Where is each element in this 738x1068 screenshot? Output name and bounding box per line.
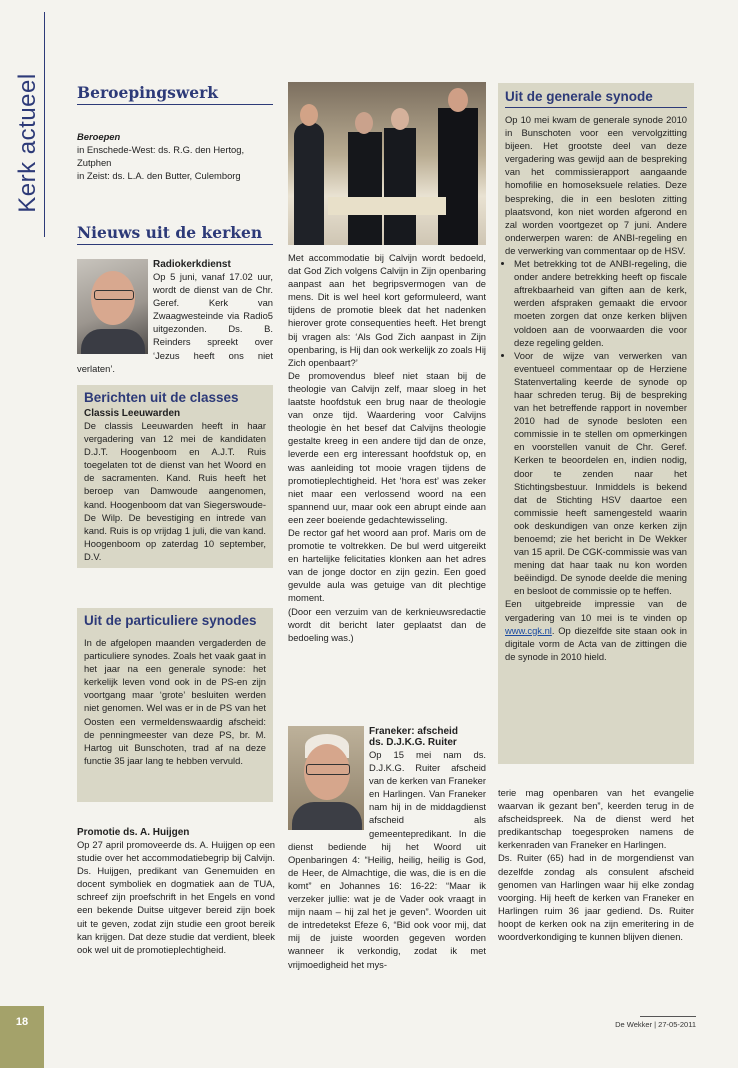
generale-synode-box	[498, 83, 694, 764]
franeker-continued-text: terie mag openbaren van het evangelie waarvan ik gezant ben”, keerden terug in de afscheidspreek. Na de dienst werd het predikantschap toegesproken namens de kerkenraden van Franeker en Harlingen.	[498, 787, 694, 851]
franeker-title: Franeker: afscheid	[369, 726, 458, 737]
promotie-title: Promotie ds. A. Huijgen	[77, 827, 190, 838]
beroep-line: in Enschede-West: ds. R.G. den Hertog, Zutphen	[77, 144, 245, 169]
franeker-title: ds. D.J.K.G. Ruiter	[369, 737, 457, 748]
particuliere-box	[77, 608, 273, 802]
page-number: 18	[15, 1016, 29, 1028]
particuliere-text: In de afgelopen maanden vergaderden de particuliere synodes. Zoals het vaak gaat in het jaar na een generale synode: het kerkelijk leven vond ook in de PS-en zijn voortgang maar ‘grote’ besluiten werden niet genomen. Wel was er in de PS van het Oosten een vermeldenswaardig afscheid: de penningmeester van deze PS, br. M. Hartog uit Bunschoten, trad af na deze functie 35 jaar lang te hebben vervuld.	[84, 637, 266, 766]
promotion-ceremony-photo	[288, 82, 486, 245]
classes-text: De classis Leeuwarden heeft in haar vergadering van 12 mei de kandidaten D.J.T. Hoogenboom en A.J.T. Ruis toegelaten tot de dienst van het Woord en de sacramenten. Kand. Ruis heeft het beroep van Damwoude aangenomen, kand. Hoogenboom dat van Siegerswoude-De Wilp. De bevestiging en intrede van kand. Ruis is op vrijdag 1 juli, die van kand. Hoogenboom op zaterdag 10 september, D.V.	[84, 420, 266, 562]
page-number-block	[0, 1006, 44, 1068]
franeker-continued	[498, 786, 694, 943]
generale-intro: Op 10 mei kwam de generale synode 2010 in Bunschoten voor een vervolgzitting bijeen. Het grootste deel van deze vergadering was gewijd aan de bespreking van het commissierapport aangaande homofilie en homoseksuele relaties. Deze bespreking, die in een besloten zitting plaatsvond, kon niet worden afgerond en zal worden voortgezet op 7 juni. Andere onderwerpen waren: de ANBI-regeling en de verwerking van commentaar op de HSV.	[505, 114, 687, 256]
franeker-section	[288, 726, 486, 971]
classes-subtitle: Classis Leeuwarden	[84, 408, 181, 419]
franeker-continued-text: Ds. Ruiter (65) had in de morgendienst van dezelfde zondag als consulent afscheid genomen van Harlingen waar hij elke zondag voorging. Hij heeft de kerken van Franeker en Harlingen ruim 36 jaar gediend. Ds. Ruiter hoopt de kerken ook na zijn emeritering in de woordverkondiging te kunnen blijven dienen.	[498, 852, 694, 943]
footer-rule	[640, 1016, 696, 1017]
classes-box	[77, 385, 273, 568]
title-rule	[77, 244, 273, 245]
beroepingswerk-title: Beroepingswerk	[77, 83, 218, 102]
generale-bullets	[505, 257, 687, 597]
generale-bullet: • Voor de wijze van verwerken van eventueel commentaar op de Herziene Statenvertaling keerde de synode op haar schreden terug. Bij de bespreking van het betreffende rapport in november 2010 had de synode besloten een commissie in te stellen om opmerkingen en voorstellen vanuit de Chr. Geref. Kerken te beoordelen en, indien nodig, door te zenden naar het Stichtingsbestuur. Inmiddels is bekend dat de Stichting HSV daartoe een commissie heeft samengesteld waarin ook deskundigen van onze kerken zijn benoemd; zie het bericht in De Wekker van 15 april. De CGK-commissie was van mening dat haar taak nu kon worden beëindigd. De synode deelde die mening en besloot de commissie op te heffen.	[514, 349, 687, 598]
generale-title: Uit de generale synode	[505, 89, 653, 104]
classes-title: Berichten uit de classes	[84, 390, 239, 405]
middle-paragraph: Met accommodatie bij Calvijn wordt bedoeld, dat God Zich volgens Calvijn in Zijn openbaring aanpast aan het begripsvermogen van de mens. Dit is wel heel kort geformuleerd, want tijdens de promotie bleek dat het nadenken hierover grote consequenties heeft. Het brengt bij vragen als: ‘Als God Zich aanpast in Zijn openbaring, is Hij dan ook werkelijk zo zoals Hij Zich openbaart?’	[288, 252, 486, 368]
cgk-link[interactable]: www.cgk.nl	[505, 624, 552, 636]
middle-paragraph: (Door een verzuim van de kerknieuwsredactie wordt dit bericht later geplaatst dan de bedoeling was.)	[288, 605, 486, 643]
title-rule	[505, 107, 687, 108]
footer-issue: De Wekker | 27-05-2011	[615, 1020, 696, 1029]
particuliere-title: Uit de particuliere synodes	[84, 613, 257, 628]
radio-text: Op 5 juni, vanaf 17.02 uur, wordt de dienst van de Chr. Geref. Kerk van Zwaagwesteinde via Radio5 uitgezonden. Ds. B. Reinders spreekt over ‘Jezus heeft ons niet verlaten’.	[77, 271, 273, 374]
title-rule	[77, 104, 273, 105]
middle-paragraph: De promovendus bleef niet staan bij de theologie van Calvijn zelf, maar sloeg in het laatste hoofdstuk een brug naar de theologie van onze tijd. Waardering voor Calvijns theologie èn het besef dat Calvijns theologie gestalte kreeg in een andere tijd dan de onze, leverde een erg interessant hoofdstuk op, en was aanleiding tot mooie vragen tijdens de promotieplechtigheid. Het ‘hora est’ was zeker niet maar een verlossend woord na een spannend uur, maar ook een abrupt einde aan een zeer boeiende gedachtewisseling.	[288, 369, 486, 525]
side-label-rule	[44, 12, 45, 237]
outro-text: Een uitgebreide impressie van de vergadering van 10 mei is te vinden op	[505, 598, 687, 623]
promotie-section	[77, 827, 275, 956]
generale-outro	[505, 597, 687, 662]
promotie-continued	[288, 251, 486, 644]
outro-text: . Op diezelfde site staan ook in digitale vorm de Acta van de zittingen die de synode in 2010 hield.	[505, 624, 687, 662]
nieuws-title: Nieuws uit de kerken	[77, 223, 263, 242]
middle-paragraph: De rector gaf het woord aan prof. Maris om de promotie te voltrekken. De bul werd uitgereikt en hartelijke felicitaties klonken aan het adres van de jonge doctor en zijn gezin. Een goed gevulde aula was getuige van dit plechtige moment.	[288, 526, 486, 604]
promotie-text: Op 27 april promoveerde ds. A. Huijgen op een studie over het accommodatiebegrip bij Calvijn. Ds. Huijgen, predikant van Genemuiden en docent symboliek en dogmatiek aan de TUA, schreef zijn proefschrift in het Engels en vond een bekende Duitse uitgever bereid zijn boek uit te geven, zodat zijn studie een groot bereik kan krijgen. Dat deze studie dat verdient, bleek ook wel uit de promotieplechtigheid.	[77, 839, 275, 955]
reinders-portrait-photo	[77, 259, 148, 354]
generale-bullet: • Met betrekking tot de ANBI-regeling, die onder andere betrekking heeft op fiscale aftrekbaarheid van giften aan de kerk, werden afspraken gemaakt die ervoor moeten zorgen dat onze kerken blijven voldoen aan de voorwaarden die voor deze regeling gelden.	[514, 257, 687, 349]
beroepen-label: Beroepen	[77, 131, 121, 142]
nieuws-section	[77, 223, 273, 375]
beroep-line: in Zeist: ds. L.A. den Butter, Culemborg	[77, 170, 241, 182]
franeker-text: Op 15 mei nam ds. D.J.K.G. Ruiter afscheid van de kerken van Franeker en Harlingen. Van Franeker nam hij in de middagdienst afscheid als gemeentepredikant. In die dienst bediende hij het Woord uit Openbaringen 4: “Heilig, heilig, heilig is God, de Heer, de Almachtige, die was, die is en die komt” en Johannes 16: 16-22: “Maar ik verzeker jullie: wat je de Vader ook vraagt in mijn naam – hij zal het je geven”. Woorden uit de intredetekst Efeze 6, “Bid ook voor mij, dat mij de juiste woorden gegeven worden wanneer ik verkondig, zodat ik met vrijmoedigheid het mys-	[288, 749, 486, 970]
radio-title: Radiokerkdienst	[153, 259, 231, 270]
section-side-label: Kerk actueel	[14, 73, 41, 213]
beroepingswerk-section	[77, 83, 273, 182]
